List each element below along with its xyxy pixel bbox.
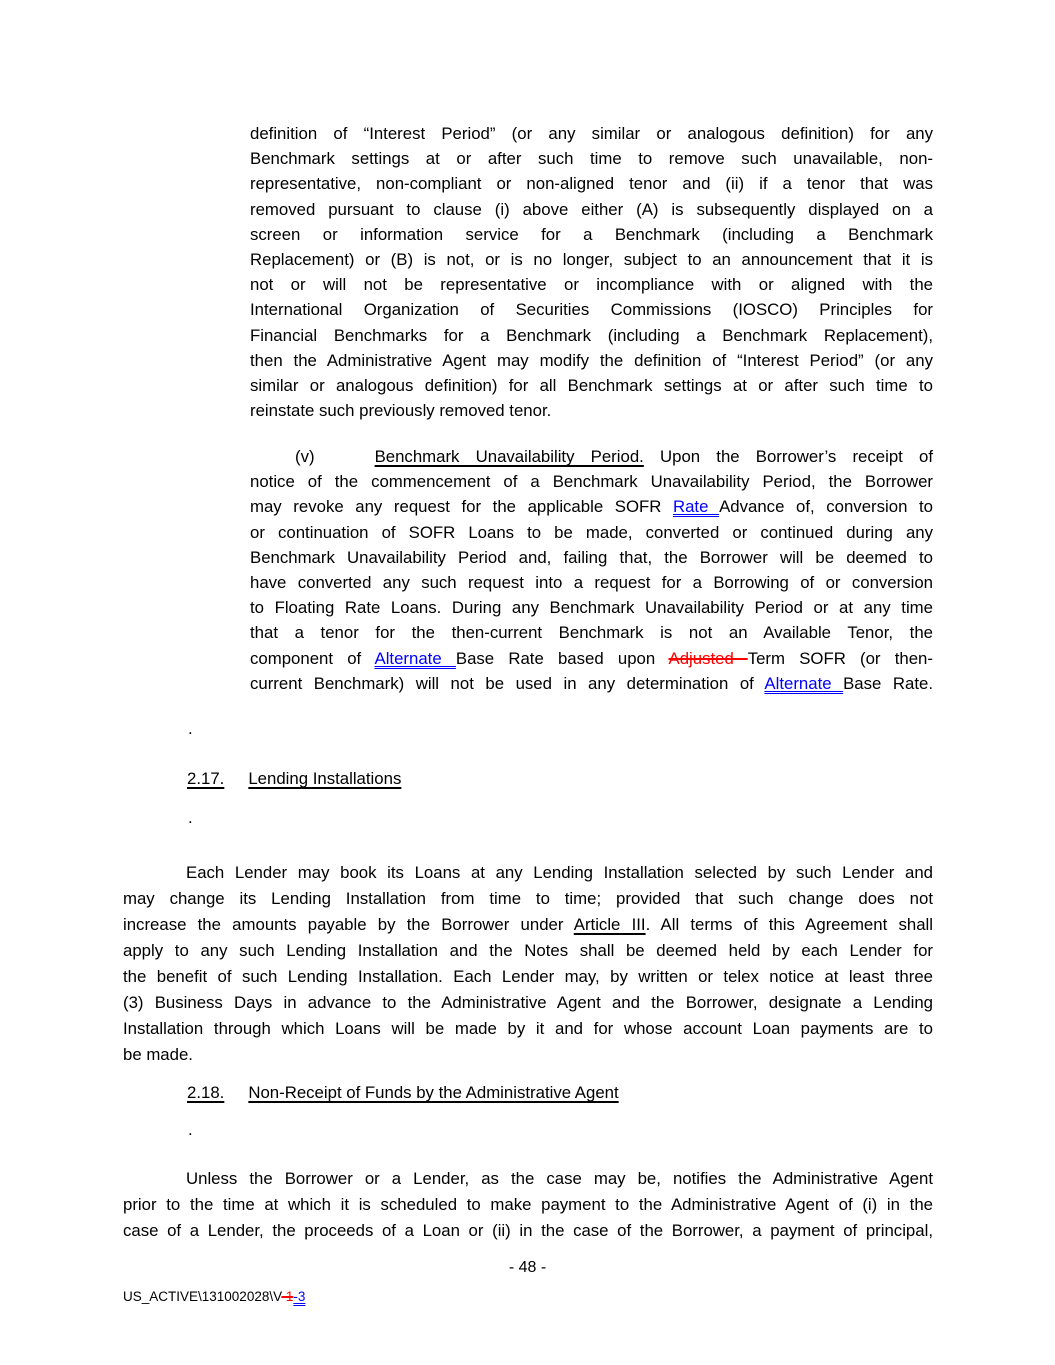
lending-installations-paragraph: [123, 860, 933, 1068]
definition-continuation-paragraph: [250, 121, 933, 423]
text-run: that a tenor for the then-current Benchmark is not an Available Tenor, the: [250, 623, 933, 643]
underlined-text: Benchmark Unavailability Period.: [374, 447, 644, 466]
text-line: [250, 197, 933, 222]
text-run: be made.: [123, 1045, 193, 1064]
text-line: [250, 520, 933, 545]
text-line: [250, 570, 933, 595]
text-run: Term SOFR (or then-: [747, 648, 933, 668]
text-run: to Floating Rate Loans. During any Benchmark Unavailability Period or at any time: [250, 598, 933, 618]
text-line: [250, 247, 933, 272]
text-line: [250, 545, 933, 570]
text-line: [250, 646, 933, 671]
deleted-text: -1: [281, 1289, 294, 1304]
text-run: Installation through which Loans will be made by it and for whose account Loan payments are to: [123, 1019, 933, 1038]
text-line: [187, 1080, 619, 1105]
text-run: . All terms of this Agreement shall: [645, 915, 933, 934]
text-line: [250, 494, 933, 519]
text-run: Base Rate based upon: [455, 648, 669, 668]
text-run: case of a Lender, the proceeds of a Loan or (ii) in the case of the Borrower, a payment of principal,: [123, 1221, 933, 1240]
inserted-text: -3: [293, 1289, 306, 1304]
inserted-text: Alternate: [764, 673, 844, 693]
text-run: or continuation of SOFR Loans to be made, converted or continued during any: [250, 522, 933, 542]
text-line: [123, 886, 933, 912]
text-line: [123, 860, 933, 886]
text-line: [188, 716, 193, 741]
text-run: may revoke any request for the applicable SOFR: [250, 497, 673, 517]
text-line: [250, 595, 933, 620]
text-line: [250, 373, 933, 398]
underlined-text: Lending Installations: [248, 769, 402, 788]
text-line: [250, 348, 933, 373]
text-run: have converted any such request into a request for a Borrowing of or conversion: [250, 573, 933, 593]
text-run: Replacement) or (B) is not, or is no longer, subject to an announcement that it is: [250, 250, 933, 270]
text-run: definition of “Interest Period” (or any similar or analogous definition) for any: [250, 124, 933, 143]
text-run: Unless the Borrower or a Lender, as the case may be, notifies the Administrative Agent: [186, 1169, 933, 1188]
text-line: [250, 171, 933, 196]
text-line: [250, 671, 933, 696]
text-run: Financial Benchmarks for a Benchmark (including a Benchmark Replacement),: [250, 325, 933, 345]
text-line: [250, 121, 933, 146]
text-run: Advance of, conversion to: [719, 497, 933, 517]
benchmark-unavailability-paragraph: [250, 444, 933, 696]
text-line: [250, 398, 933, 423]
text-line: [123, 1016, 933, 1042]
text-run: Base Rate.: [843, 673, 933, 693]
stray-period-3: [188, 1117, 193, 1142]
text-line: [250, 222, 933, 247]
text-run: screen or information service for a Benchmark (including a Benchmark: [250, 224, 933, 244]
text-run: notice of the commencement of a Benchmark Unavailability Period, the Borrower: [250, 472, 933, 492]
text-line: [123, 938, 933, 964]
text-run: (v): [295, 447, 315, 466]
text-run: not or will not be representative or incompliance with or aligned with the: [250, 275, 933, 295]
text-run: Each Lender may book its Loans at any Lending Installation selected by such Lender and: [186, 863, 933, 882]
text-line: [123, 990, 933, 1016]
text-run: reinstate such previously removed tenor.: [250, 401, 552, 421]
text-run: Upon the Borrower’s receipt of: [643, 447, 933, 466]
text-run: .: [188, 719, 193, 738]
text-line: [188, 805, 193, 830]
text-line: [123, 1166, 933, 1192]
text-run: Benchmark Unavailability Period and, failing that, the Borrower will be deemed to: [250, 547, 933, 567]
text-line: [250, 272, 933, 297]
section-2-17-heading: [187, 766, 401, 791]
text-run: component of: [250, 648, 375, 668]
text-run: may change its Lending Installation from time to time; provided that such change does not: [123, 889, 933, 908]
text-run: the benefit of such Lending Installation. Each Lender may, by written or telex notice at least three: [123, 967, 933, 986]
doc-id: [123, 1288, 305, 1305]
underlined-text: 2.18.: [187, 1083, 225, 1102]
text-line: [250, 297, 933, 322]
stray-period-1: [188, 716, 193, 741]
underlined-text: Article III: [573, 915, 646, 934]
text-line: [187, 766, 401, 791]
page-number: - 48 -: [508, 1259, 547, 1276]
text-run: removed pursuant to clause (i) above either (A) is subsequently displayed on a: [250, 199, 933, 219]
text-run: prior to the time at which it is scheduled to make payment to the Administrative Agent of (i) in the: [123, 1195, 933, 1214]
stray-period-2: [188, 805, 193, 830]
underlined-text: 2.17.: [187, 769, 225, 788]
text-line: [123, 1218, 933, 1244]
text-line: [250, 469, 933, 494]
text-run: similar or analogous definition) for all Benchmark settings at or after such time to: [250, 376, 933, 396]
text-line: [250, 146, 933, 171]
section-2-18-heading: [187, 1080, 619, 1105]
text-run: International Organization of Securities Commissions (IOSCO) Principles for: [250, 300, 933, 320]
text-run: .: [188, 808, 193, 827]
inserted-text: Rate: [672, 497, 720, 517]
inserted-text: Alternate: [374, 648, 456, 668]
text-run: apply to any such Lending Installation and the Notes shall be deemed held by each Lender for: [123, 941, 933, 960]
text-line: [123, 964, 933, 990]
underlined-text: Non-Receipt of Funds by the Administrative Agent: [248, 1083, 619, 1102]
text-run: then the Administrative Agent may modify the definition of “Interest Period” (or any: [250, 350, 933, 370]
text-line: [123, 1192, 933, 1218]
text-run: Benchmark settings at or after such time to remove such unavailable, non-: [250, 149, 933, 169]
non-receipt-paragraph: [123, 1166, 933, 1244]
text-run: US_ACTIVE\131002028\V: [123, 1289, 282, 1304]
text-run: (3) Business Days in advance to the Administrative Agent and the Borrower, designate a Lending: [123, 993, 933, 1012]
text-line: [188, 1117, 193, 1142]
text-run: .: [188, 1120, 193, 1139]
text-line: [250, 620, 933, 645]
deleted-text: Adjusted: [668, 648, 748, 668]
text-line: [123, 912, 933, 938]
text-line: [250, 323, 933, 348]
text-line: [123, 1042, 933, 1068]
text-run: increase the amounts payable by the Borrower under: [123, 915, 574, 934]
text-run: current Benchmark) will not be used in any determination of: [250, 673, 765, 693]
text-line: [250, 444, 933, 469]
text-run: representative, non-compliant or non-aligned tenor and (ii) if a tenor that was: [250, 174, 933, 194]
